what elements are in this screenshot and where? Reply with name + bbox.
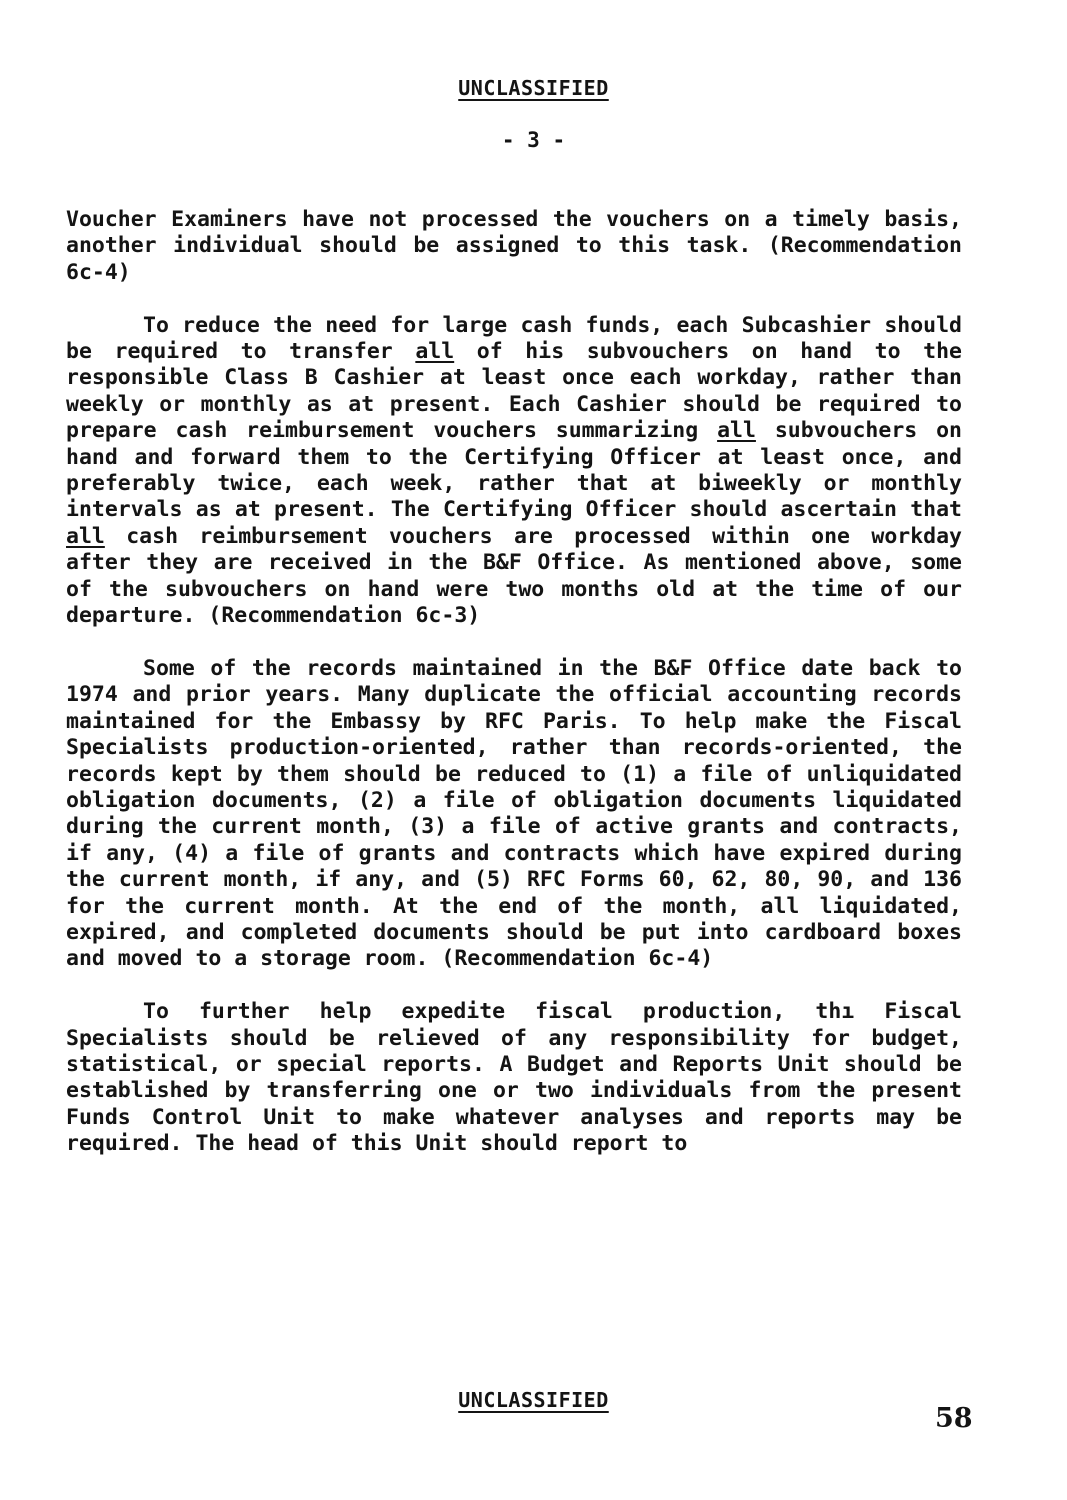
underlined-word: all bbox=[415, 339, 455, 365]
paragraph-text: To reduce the need for large cash funds, each Subcashier should be required to transfer bbox=[66, 312, 962, 365]
paragraph-cash-funds bbox=[66, 313, 962, 630]
classification-footer-label: UNCLASSIFIED bbox=[458, 1388, 609, 1412]
document-body bbox=[66, 207, 962, 1184]
underlined-word: all bbox=[66, 523, 105, 549]
paragraph-fiscal-production: To further help expedite fiscal production, thı Fiscal Specialists should be relieved of any responsibility for budget, statistical, or special reports. A Budget and Reports Unit should be established by transferring one or two individuals from the present Funds Control Unit to make whatever analyses and reports may be required. The head of this Unit should report to bbox=[66, 999, 962, 1157]
paragraph-text: of his subvouchers on hand to the responsible Class B Cashier at least once each workday, rather than weekly or monthly as at present. Each Cashier should be required to prepare cash reimbursement vouchers summarizing bbox=[66, 339, 962, 444]
paragraph-voucher-examiners: Voucher Examiners have not processed the vouchers on a timely basis, another individual should be assigned to this task. (Recommendation 6c-4) bbox=[66, 207, 962, 285]
folio-number: 58 bbox=[935, 1403, 973, 1434]
classification-header-label: UNCLASSIFIED bbox=[458, 76, 609, 100]
classification-header bbox=[0, 76, 1067, 100]
page-number: - 3 - bbox=[501, 128, 566, 152]
paragraph-text: subvouchers on hand and forward them to the Certifying Officer at least once, and preferably twice, each week, rather that at biweekly or monthly intervals as at present. The Certifying Officer should ascertain that bbox=[66, 418, 962, 523]
paragraph-text: cash reimbursement vouchers are processed within one workday after they are received in the B&F Office. As mentioned above, some of the subvouchers on hand were two months old at the time of our departure. (Recommendation 6c-3) bbox=[66, 523, 962, 629]
classification-footer bbox=[0, 1388, 1067, 1412]
underlined-word: all bbox=[717, 418, 756, 444]
paragraph-records: Some of the records maintained in the B&F Office date back to 1974 and prior years. Many duplicate the official accounting records maintained for the Embassy by RFC Paris. To help make the Fiscal Specialists production-oriented, rather than records-oriented, the records kept by them should be reduced to (1) a file of unliquidated obligation documents, (2) a file of obligation documents liquidated during the current month, (3) a file of active grants and contracts, if any, (4) a file of grants and contracts which have expired during the current month, if any, and (5) RFC Forms 60, 62, 80, 90, and 136 for the current month. At the end of the month, all liquidated, expired, and completed documents should be put into cardboard boxes and moved to a storage room. (Recommendation 6c-4) bbox=[66, 655, 962, 972]
